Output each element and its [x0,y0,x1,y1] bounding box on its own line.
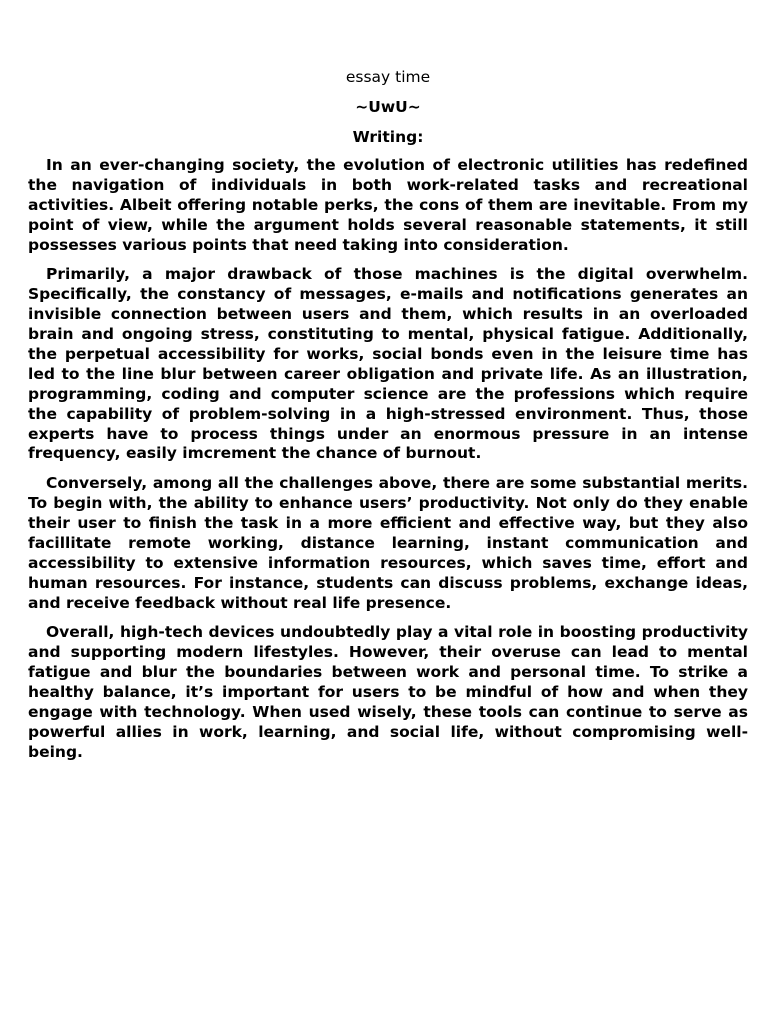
paragraph-drawbacks: Primarily, a major drawback of those machines is the digital overwhelm. Specifically, the constancy of messages, e-mails and notifications generates an invisible connection between users and them, which results in an overloaded brain and ongoing stress, constituting to mental, physical fatigue. Additionally, the perpetual accessibility for works, social bonds even in the leisure time has led to the line blur between career obligation and private life. As an illustration, programming, coding and computer science are the professions which require the capability of problem-solving in a high-stressed environment. Thus, those experts have to process things under an enormous pressure in an intense frequency, easily imcrement the chance of burnout. [28,265,748,463]
paragraph-merits: Conversely, among all the challenges above, there are some substantial merits. To begin with, the ability to enhance users’ productivity. Not only do they enable their user to finish the task in a more efficient and effective way, but they also facillitate remote working, distance learning, instant communication and accessibility to extensive information resources, which saves time, effort and human resources. For instance, students can discuss problems, exchange ideas, and receive feedback without real life presence. [28,474,748,612]
paragraph-conclusion: Overall, high-tech devices undoubtedly play a vital role in boosting productivity and supporting modern lifestyles. However, their overuse can lead to mental fatigue and blur the boundaries between work and personal time. To strike a healthy balance, it’s important for users to be mindful of how and when they engage with technology. When used wisely, these tools can continue to serve as powerful allies in work, learning, and social life, without compromising well-being. [28,623,748,761]
section-label: Writing: [352,128,424,146]
document-subtitle: ~UwU~ [355,98,421,116]
paragraph-introduction: In an ever-changing society, the evolution of electronic utilities has redefined the navigation of individuals in both work-related tasks and recreational activities. Albeit offering notable perks, the cons of them are inevitable. From my point of view, while the argument holds several reasonable statements, it still possesses various points that need taking into consideration. [28,156,748,254]
document-page [28,66,748,772]
document-title: essay time [345,68,431,86]
